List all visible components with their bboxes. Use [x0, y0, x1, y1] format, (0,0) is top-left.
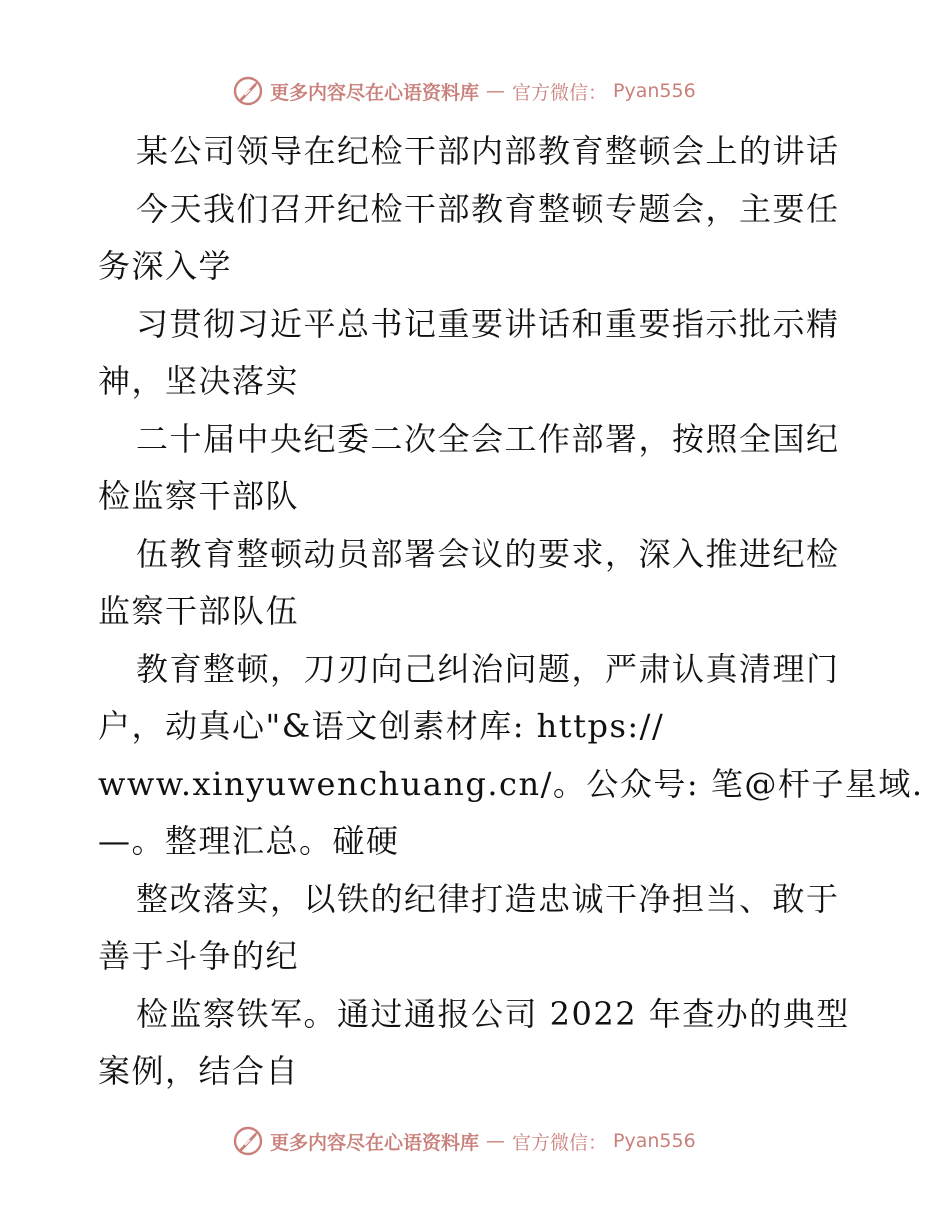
- text-line: 检监察铁军。通过通报公司 2022 年查办的典型: [136, 994, 850, 1033]
- text-line: 监察干部队伍: [98, 592, 300, 630]
- text-line: 务深入学: [98, 247, 233, 285]
- banner-wechat-label: 官方微信：: [512, 1131, 608, 1154]
- footer-banner: [232, 1124, 752, 1158]
- document-body: [98, 123, 924, 1101]
- text-line: www.xinyuwenchuang.cn/。公众号: 笔@杆子星域.: [98, 764, 924, 803]
- banner-wechat-id: Pyan556: [613, 1130, 696, 1152]
- text-line: 户，动真心"&语文创素材库: https://: [98, 707, 665, 745]
- quill-logo-icon: [232, 1125, 264, 1157]
- document-title: 某公司领导在纪检干部内部教育整顿会上的讲话: [136, 132, 840, 170]
- banner-wechat-id: Pyan556: [613, 80, 696, 102]
- quill-logo-icon: [232, 75, 264, 107]
- banner-wechat-label: 官方微信：: [512, 81, 608, 104]
- text-line: 二十届中央纪委二次全会工作部署，按照全国纪: [136, 419, 840, 458]
- header-banner: [232, 74, 752, 108]
- text-line: 教育整顿，刀刃向己纠治问题，严肃认真清理门: [136, 649, 840, 688]
- banner-dash: —: [486, 1130, 506, 1152]
- text-line: 检监察干部队: [98, 477, 300, 515]
- banner-title: 更多内容尽在心语资料库: [270, 81, 480, 104]
- text-line: —。整理汇总。碰硬: [98, 822, 400, 860]
- text-line: 神，坚决落实: [98, 362, 300, 400]
- text-line: 善于斗争的纪: [98, 937, 300, 975]
- text-line: 伍教育整顿动员部署会议的要求，深入推进纪检: [136, 534, 840, 573]
- text-line: 今天我们召开纪检干部教育整顿专题会，主要任: [136, 189, 840, 228]
- text-line: 整改落实，以铁的纪律打造忠诚干净担当、敢于: [136, 879, 840, 918]
- text-line: 案例，结合自: [98, 1052, 300, 1090]
- banner-title: 更多内容尽在心语资料库: [270, 1131, 480, 1154]
- banner-dash: —: [486, 80, 506, 102]
- text-line: 习贯彻习近平总书记重要讲话和重要指示批示精: [136, 304, 840, 343]
